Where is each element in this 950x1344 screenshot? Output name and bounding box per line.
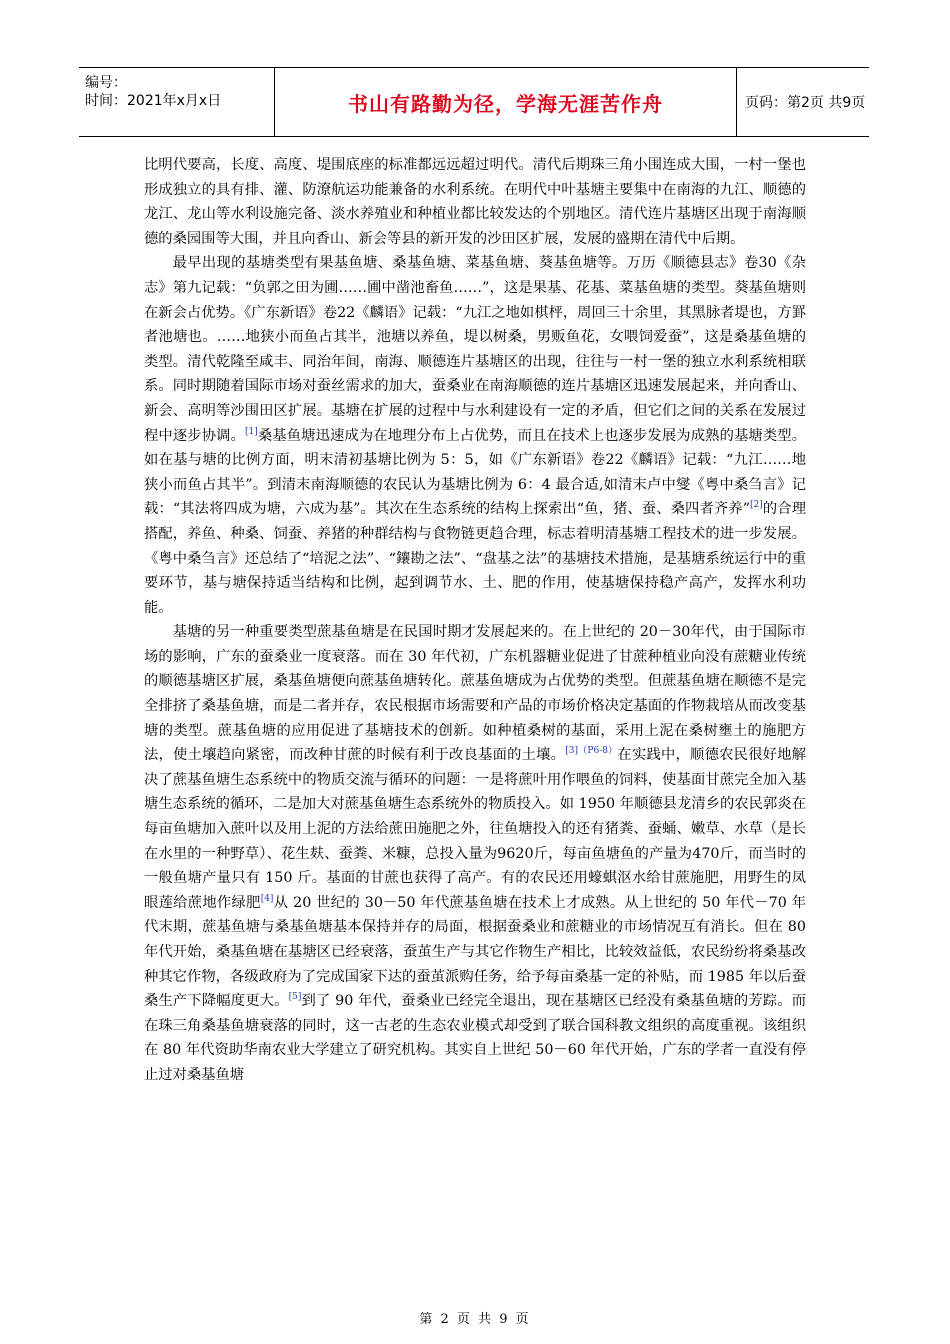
paragraph-1-text: 比明代要高，长度、高度、堤围底座的标准都远远超过明代。清代后期珠三角小围连成大围，一村一堡也形成独立的具有排、灌、防潦航运功能兼备的水利系统。在明代中叶基塘主要集中在南海的九江、顺德的龙江、龙山等水利设施完备、淡水养殖业和种植业都比较发达的个别地区。清代连片基塘区出现于南海顺德的桑园围等大围，并且向香山、新会等县的新开发的沙田区扩展，发展的盛期在清代中后期。 (144, 157, 806, 247)
page-header (79, 67, 869, 137)
citation-2[interactable]: [2] (750, 500, 763, 511)
citation-4[interactable]: [4] (260, 893, 274, 904)
document-body (144, 153, 806, 1088)
footer-page-number: 第 2 页 共 9 页 (419, 1312, 531, 1327)
citation-3[interactable]: [3]（P6-8） (565, 746, 618, 757)
paragraph-2-text-b: 桑基鱼塘迅速成为在地理分布上占优势，而且在技术上也逐步发展为成熟的基塘类型。如在基与塘的比例方面，明末清初基塘比例为 5：5，如《广东新语》卷22《麟语》记载：“九江……地狭小而鱼占其半”。到清末南海顺德的农民认为基塘比例为 6：4 最合适,如清末卢中燮《粤中桑刍言》记载：“其法将四成为塘，六成为基”。其次在生态系统的结构上探索出“鱼，猪、蚕、桑四者齐养” (144, 427, 807, 518)
paragraph-2 (144, 251, 806, 620)
header-page-cell (737, 68, 869, 136)
page-info: 页码：第2页 共9页 (745, 95, 866, 111)
citation-1[interactable]: [1] (245, 426, 258, 437)
motto-text: 书山有路勤为径，学海无涯苦作舟 (348, 91, 663, 116)
paragraph-3-text-b: 在实践中，顺德农民很好地解决了蔗基鱼塘生态系统中的物质交流与循环的问题：一是将蔗叶用作喂鱼的饲料，使基面甘蔗完全加入基塘生态系统的循环，二是加大对蔗基鱼塘生态系统外的物质投入。如 1950 年顺德县龙清乡的农民郭炎在每亩鱼塘加入蔗叶以及用上泥的方法给蔗田施肥之外，往鱼塘投入的还有猪粪、蚕蛹、嫩草、水草（是长在水里的一种野草）、花生麸、蚕粪、米糠，总投入量为9620斤，每亩鱼塘鱼的产量为470斤，而当时的一般鱼塘产量只有 150 斤。基面的甘蔗也获得了高产。有的农民还用蠔蜞沤水给甘蔗施肥，用野生的凤眼莲给蔗地作绿肥 (144, 747, 807, 911)
header-meta-cell (79, 68, 275, 136)
paragraph-1 (144, 153, 806, 251)
paragraph-2-text-a: 最早出现的基塘类型有果基鱼塘、桑基鱼塘、菜基鱼塘、葵基鱼塘等。万历《顺德县志》卷30《杂志》第九记载：“负郭之田为圃……圃中凿池畜鱼……”，这是果基、花基、菜基鱼塘的类型。葵基鱼塘则在新会占优势。《广东新语》卷22《麟语》记载：“九江之地如棋枰，周回三十余里，其黑脉者堤也，方罫者池塘也。……地狭小而鱼占其半，池塘以养鱼，堤以树桑，男贩鱼花，女喂饲爱蚕”，这是桑基鱼塘的类型。清代乾隆至咸丰、同治年间，南海、顺德连片基塘区的出现，往往与一村一堡的独立水利系统相联系。同时期随着国际市场对蚕丝需求的加大，蚕桑业在南海顺德的连片基塘区迅速发展起来，并向香山、新会、高明等沙围田区扩展。基塘在扩展的过程中与水利建设有一定的矛盾，但它们之间的关系在发展过程中逐步协调。 (144, 255, 806, 444)
paragraph-3-text-a: 基塘的另一种重要类型蔗基鱼塘是在民国时期才发展起来的。在上世纪的 20－30年代，由于国际市场的影响，广东的蚕桑业一度衰落。而在 30 年代初，广东机器糖业促进了甘蔗种植业向没有蔗糖业传统的顺德基塘区扩展，桑基鱼塘便向蔗基鱼塘转化。蔗基鱼塘成为占优势的类型。但蔗基鱼塘在顺德不是完全排挤了桑基鱼塘，而是二者并存，农民根据市场需要和产品的市场价格决定基面的作物栽培从而改变基塘的类型。蔗基鱼塘的应用促进了基塘技术的创新。如种植桑树的基面，采用上泥在桑树壅土的施肥方法，使土壤趋向紧密，而改种甘蔗的时候有利于改良基面的土壤。 (144, 624, 806, 764)
code-label: 编号： (85, 75, 127, 91)
paragraph-3-text-c: 从 20 世纪的 30－50 年代蔗基鱼塘在技术上才成熟。从上世纪的 50 年代－70 年代末期，蔗基鱼塘与桑基鱼塘基本保持并存的局面，根据蚕桑业和蔗糖业的市场情况互有消长。但在 80 年代开始，桑基鱼塘在基塘区已经衰落，蚕茧生产与其它作物生产相比，比较效益低，农民纷纷将桑基改种其它作物，各级政府为了完成国家下达的蚕茧派购任务，给予每亩桑基一定的补贴，而 1985 年以后蚕桑生产下降幅度更大。 (144, 894, 807, 1010)
date-label: 时间：2021年x月x日 (85, 93, 222, 109)
paragraph-3-text-d: 到了 90 年代，蚕桑业已经完全退出，现在基塘区已经没有桑基鱼塘的芳踪。而在珠三角桑基鱼塘衰落的同时，这一古老的生态农业模式却受到了联合国科教文组织的高度重视。该组织在 80 年代资助华南农业大学建立了研究机构。其实自上世纪 50－60 年代开始，广东的学者一直没有停止过对桑基鱼塘 (144, 993, 807, 1083)
header-motto-cell (275, 68, 737, 136)
paragraph-2-text-c: 的合理搭配，养鱼、种桑、饲蚕、养猪的种群结构与食物链更趋合理，标志着明清基塘工程技术的进一步发展。《粤中桑刍言》还总结了“培泥之法”、“鑲勘之法”、“盘基之法”的基塘技术措施，是基塘系统运行中的重要环节，基与塘保持适当结构和比例，起到调节水、土、肥的作用，使基塘保持稳产高产，发挥水利功能。 (144, 501, 806, 616)
page-footer (0, 1308, 950, 1327)
paragraph-3 (144, 620, 806, 1087)
citation-5[interactable]: [5] (288, 992, 302, 1003)
